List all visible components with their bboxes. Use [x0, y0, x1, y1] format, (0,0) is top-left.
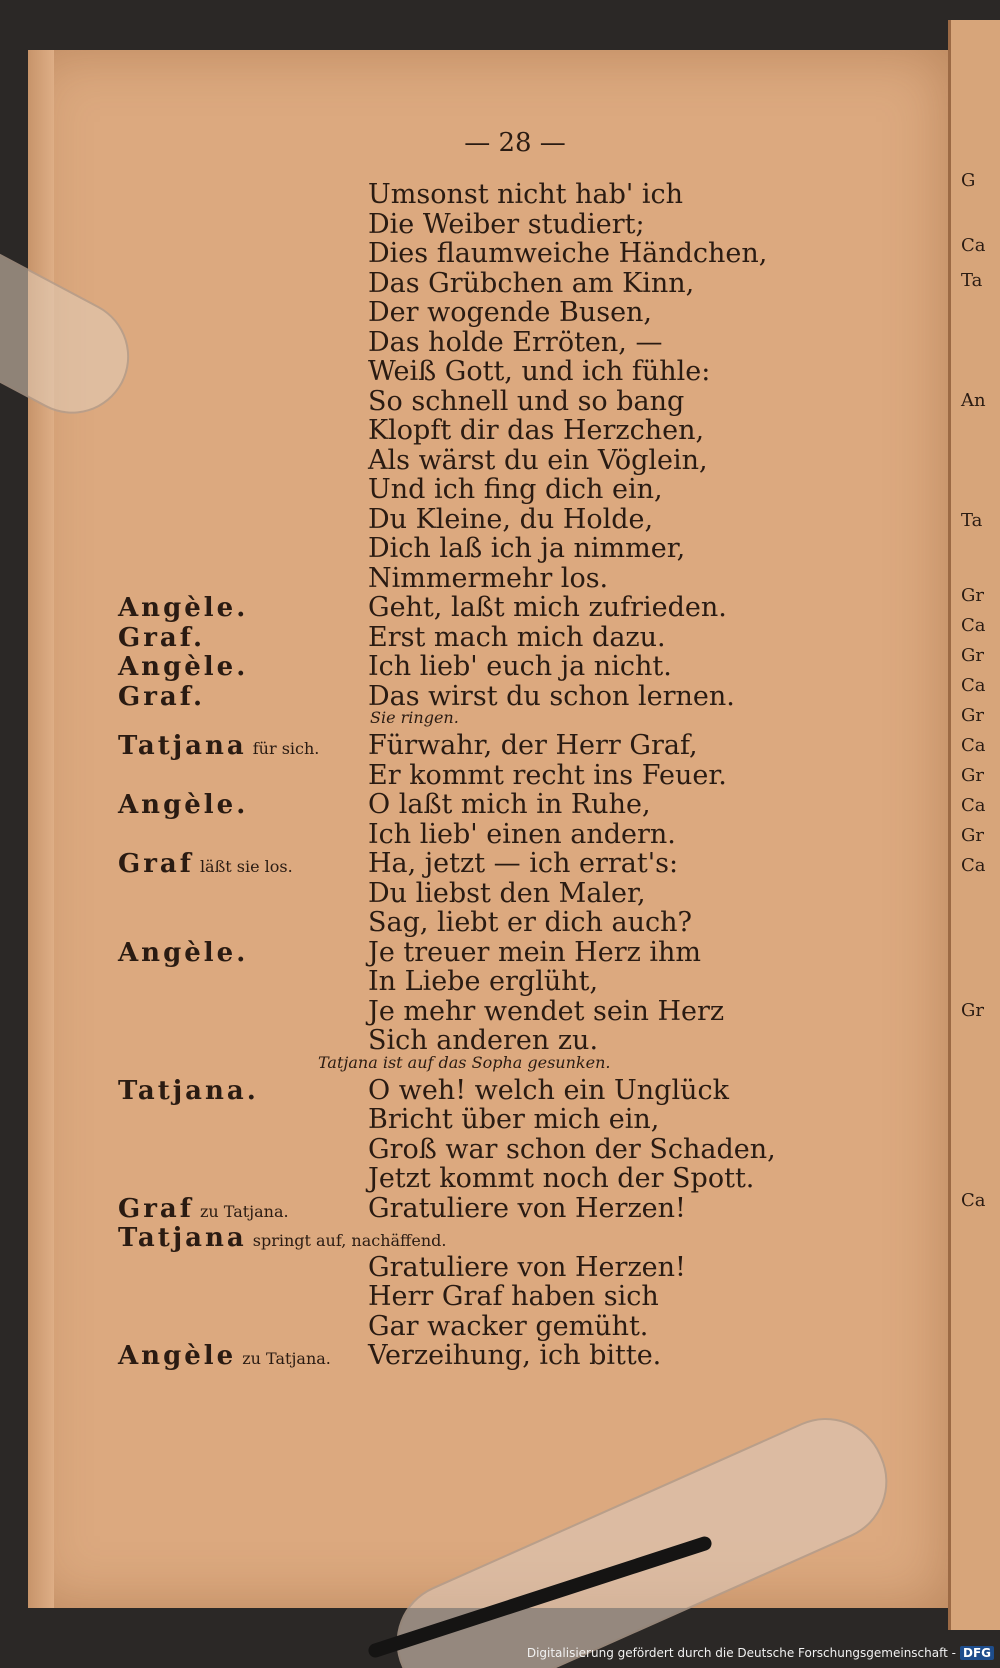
speaker-label	[118, 593, 248, 623]
adjacent-page-text: Gr	[961, 645, 984, 666]
adjacent-page-text: Ta	[961, 510, 983, 531]
speaker-name: Tatjana.	[118, 1075, 259, 1106]
verse-line: Gratuliere von Herzen!	[368, 1251, 686, 1283]
verse-line: Dich laß ich ja nimmer,	[368, 533, 686, 564]
speaker-label	[118, 849, 293, 879]
verse-line: Das holde Erröten, —	[368, 326, 663, 358]
speaker-label	[118, 1223, 447, 1253]
verse-line: Erst mach mich dazu.	[368, 621, 666, 653]
stage-direction: Tatjana ist auf das Sopha gesunken.	[318, 1052, 611, 1072]
verse-line: Je mehr wendet sein Herz	[368, 995, 725, 1027]
verse-line: Groß war schon der Schaden,	[368, 1133, 776, 1165]
speaker-name: Angèle.	[118, 937, 249, 968]
adjacent-page-edge	[948, 20, 1000, 1630]
speaker-name: Graf	[118, 1193, 194, 1224]
verse-line: In Liebe erglüht,	[368, 966, 599, 997]
verse-line: Sag, liebt er dich auch?	[368, 907, 692, 938]
verse-line: Herr Graf haben sich	[368, 1281, 659, 1312]
speaker-label	[118, 938, 248, 968]
speaker-note: für sich.	[252, 739, 320, 758]
verse-line: Nimmermehr los.	[368, 562, 609, 594]
speaker-label	[118, 1194, 289, 1224]
verse-line: So schnell und so bang	[368, 385, 685, 417]
speaker-name: Tatjana	[118, 1223, 247, 1253]
verse-line: Er kommt recht ins Feuer.	[368, 759, 727, 791]
verse-line: O laßt mich in Ruhe,	[368, 789, 651, 820]
speaker-note: läßt sie los.	[199, 857, 293, 876]
speaker-name: Tatjana	[118, 731, 247, 761]
verse-line: Das wirst du schon lernen.	[368, 680, 735, 712]
speaker-label	[118, 1076, 259, 1106]
adjacent-page-text: Ca	[961, 235, 986, 256]
dfg-logo: DFG	[960, 1646, 994, 1660]
speaker-note: springt auf, nachäffend.	[252, 1231, 447, 1250]
speaker-name: Graf.	[118, 681, 206, 712]
verse-line: Umsonst nicht hab' ich	[368, 179, 684, 210]
verse-line: Geht, laßt mich zufrieden.	[368, 592, 727, 623]
verse-line: Als wärst du ein Vöglein,	[368, 444, 708, 476]
verse-line: O weh! welch ein Unglück	[368, 1074, 729, 1106]
verse-line: Das Grübchen am Kinn,	[368, 267, 695, 299]
verse-line: Verzeihung, ich bitte.	[368, 1340, 662, 1371]
adjacent-page-text: Ta	[961, 270, 983, 291]
adjacent-page-text: Gr	[961, 765, 984, 786]
verse-line: Du liebst den Maler,	[368, 877, 646, 909]
adjacent-page-text: Ca	[961, 1190, 986, 1211]
speaker-label	[118, 731, 319, 761]
verse-line: Ich lieb' euch ja nicht.	[368, 651, 672, 682]
adjacent-page-text: Ca	[961, 855, 986, 876]
page-number: — 28 —	[464, 128, 566, 158]
verse-line: Die Weiber studiert;	[368, 208, 645, 240]
verse-line: Weiß Gott, und ich fühle:	[368, 356, 711, 387]
adjacent-page-text: Ca	[961, 615, 986, 636]
adjacent-page-text: Gr	[961, 585, 984, 606]
speaker-name: Angèle.	[118, 593, 249, 623]
speaker-note: zu Tatjana.	[199, 1201, 289, 1221]
speaker-name: Graf	[118, 849, 194, 879]
verse-line: Bricht über mich ein,	[368, 1104, 660, 1135]
adjacent-page-text: An	[961, 390, 986, 411]
speaker-label	[118, 623, 205, 653]
stage-direction: Sie ringen.	[370, 708, 459, 727]
adjacent-page-text: Ca	[961, 795, 986, 816]
adjacent-page-text: Gr	[961, 825, 984, 846]
adjacent-page-text: Gr	[961, 1000, 984, 1021]
verse-line: Fürwahr, der Herr Graf,	[368, 730, 698, 761]
verse-line: Je treuer mein Herz ihm	[368, 936, 702, 968]
speaker-name: Angèle	[118, 1341, 237, 1371]
speaker-label	[118, 1341, 331, 1371]
speaker-name: Graf.	[118, 622, 206, 653]
adjacent-page-text: Ca	[961, 675, 986, 696]
speaker-label	[118, 790, 248, 820]
verse-line: Du Kleine, du Holde,	[368, 503, 654, 535]
verse-line: Ha, jetzt — ich errat's:	[368, 848, 679, 879]
verse-line: Klopft dir das Herzchen,	[368, 415, 705, 446]
verse-line: Gratuliere von Herzen!	[368, 1192, 686, 1224]
adjacent-page-text: Gr	[961, 705, 984, 726]
speaker-name: Angèle.	[118, 790, 249, 820]
verse-line: Sich anderen zu.	[368, 1025, 599, 1056]
adjacent-page-text: G	[961, 170, 976, 191]
verse-line: Und ich fing dich ein,	[368, 474, 663, 505]
verse-line: Dies flaumweiche Händchen,	[368, 238, 768, 269]
speaker-name: Angèle.	[118, 652, 249, 682]
verse-line: Jetzt kommt noch der Spott.	[368, 1163, 755, 1194]
digitization-footer	[527, 1646, 994, 1660]
speaker-label	[118, 682, 205, 712]
speaker-label	[118, 652, 248, 682]
speaker-note: zu Tatjana.	[242, 1349, 331, 1368]
verse-line: Der wogende Busen,	[368, 297, 653, 328]
verse-line: Gar wacker gemüht.	[368, 1310, 649, 1342]
adjacent-page-text: Ca	[961, 735, 986, 756]
footer-text: Digitalisierung gefördert durch die Deutsche Forschungsgemeinschaft -	[526, 1646, 956, 1660]
verse-line: Ich lieb' einen andern.	[368, 818, 676, 850]
